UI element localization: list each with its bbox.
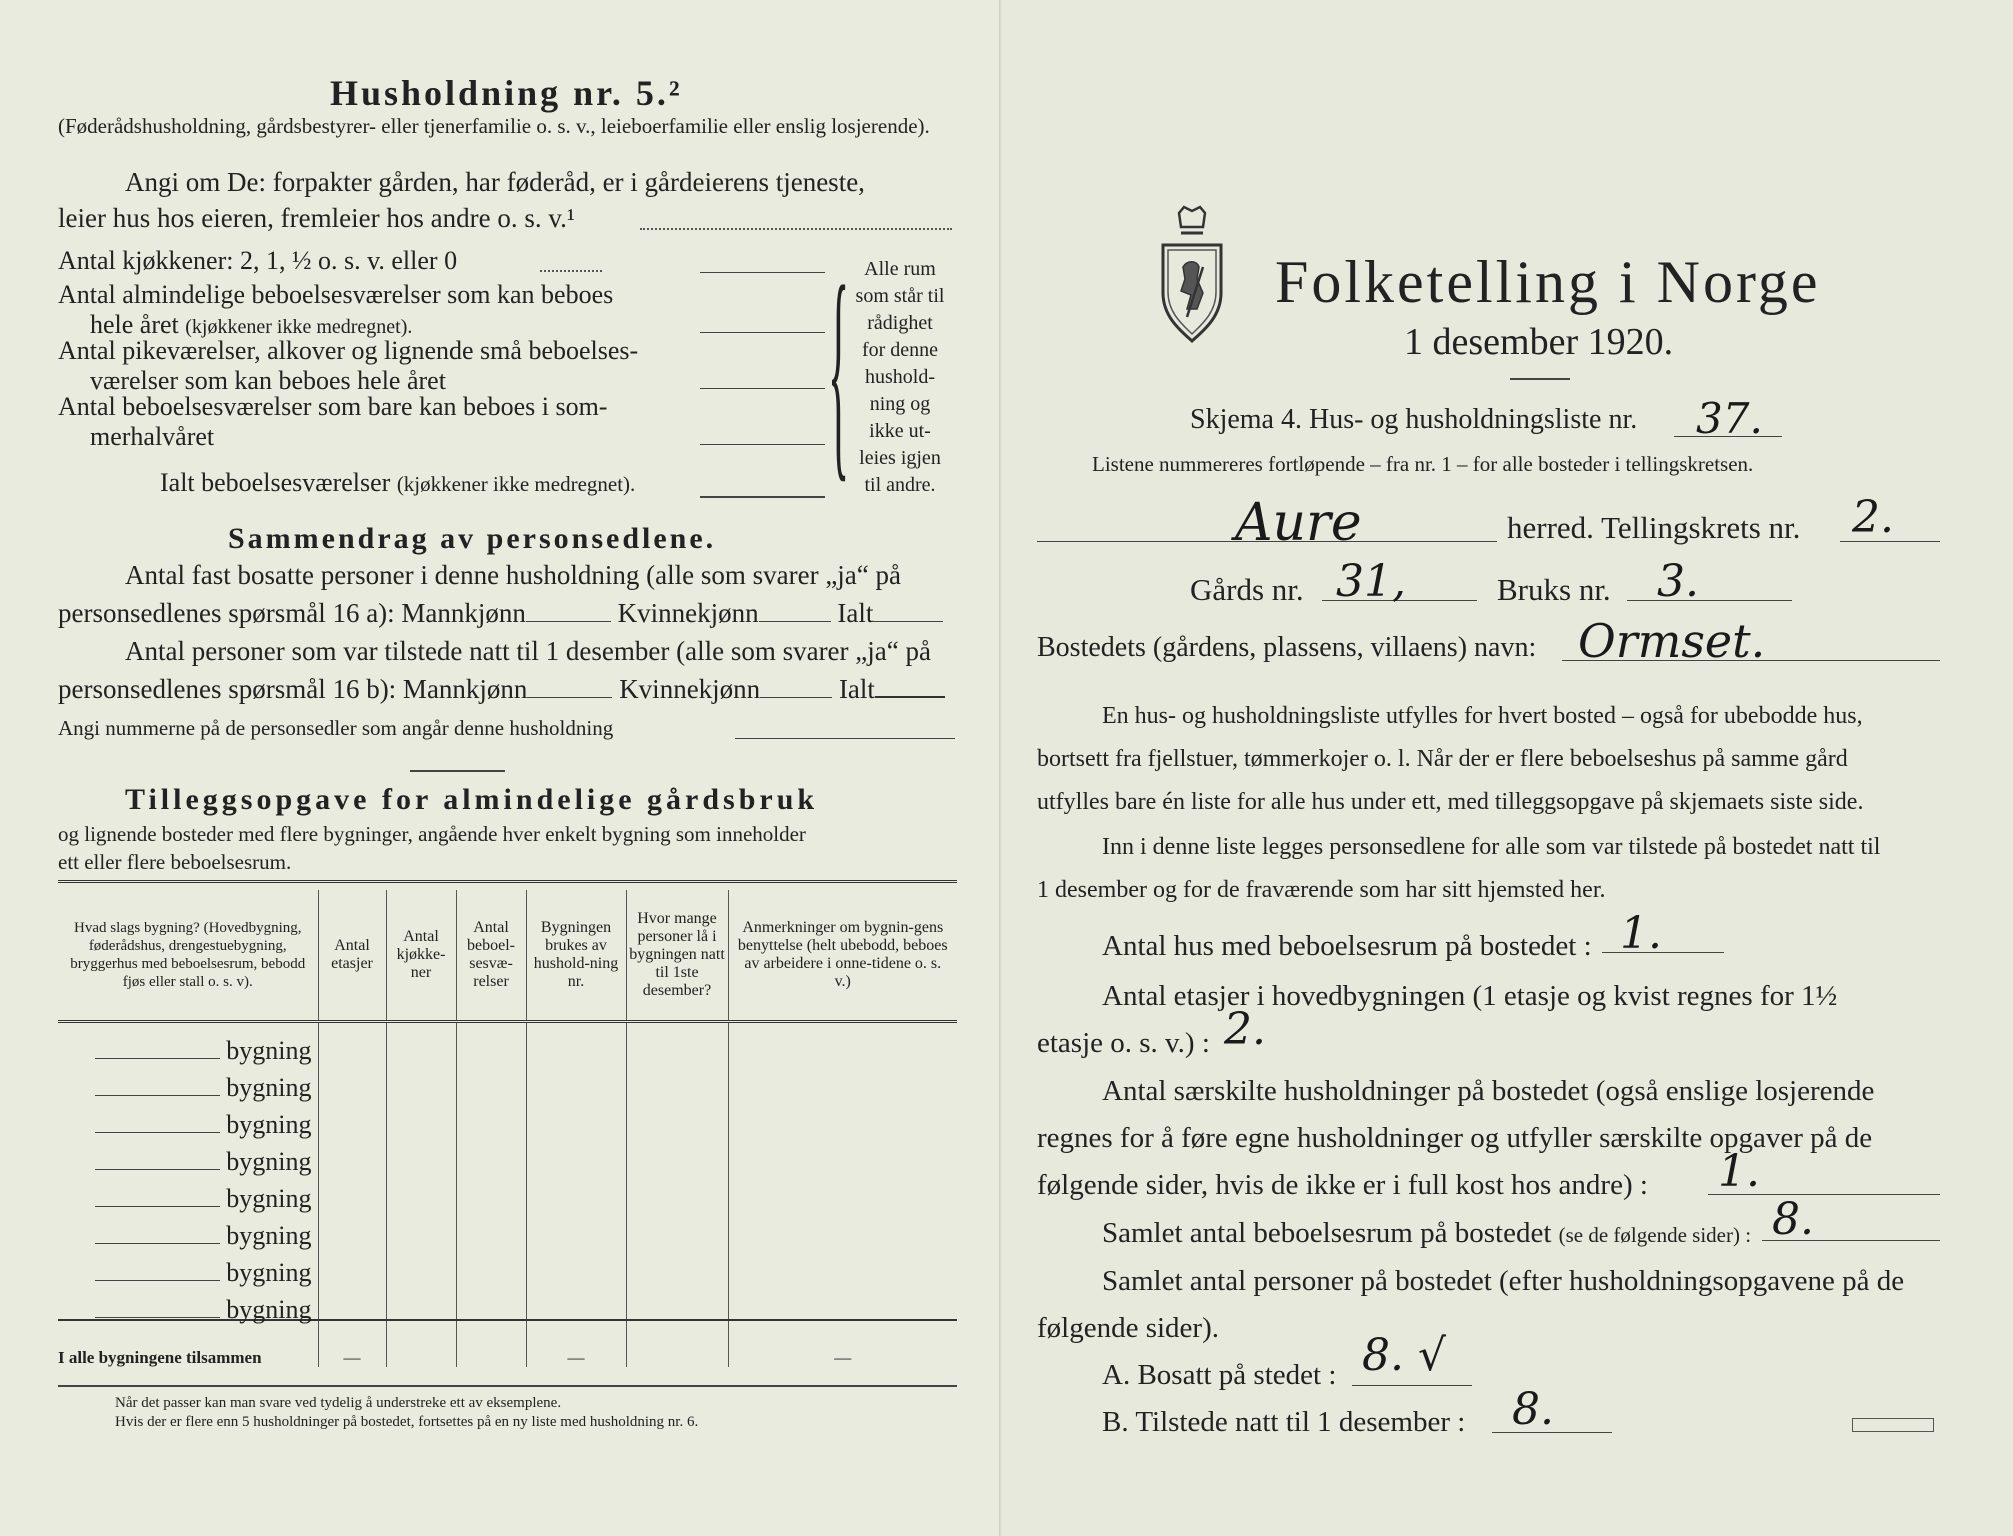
herred-value: Aure (1235, 493, 1362, 553)
left-page (0, 0, 1002, 1536)
etasjer-line-2: etasje o. s. v.) : (1037, 1027, 1210, 1059)
skjema-number: 37. (1696, 394, 1763, 443)
col-header-beboelsesvaerelser: Antal beboel-sesvæ-relser (456, 890, 526, 1022)
footnote-2: Hvis der er flere enn 5 husholdninger på bostedet, fortsettes på en ny liste med husholdning nr. 6. (115, 1414, 699, 1430)
row-label: bygning (226, 1221, 312, 1250)
brace-note-line: ning og (869, 393, 931, 415)
tilstede-kvinne-label: Kvinnekjønn (619, 674, 761, 704)
sommer-answer-line (700, 444, 825, 445)
form-date: 1 desember 1920. (1404, 321, 1674, 363)
samlet-rum-label (1102, 1217, 1751, 1250)
col-header-etasjer: Antal etasjer (318, 890, 386, 1022)
col-header-anmerkninger: Anmerkninger om bygnin-gens benyttelse (helt ubebodd, beboes av arbeidere i onne-tidene o. s. v.) (728, 890, 957, 1022)
para2-line-2: 1 desember og for de fraværende som har sitt hjemsted her. (1037, 877, 1606, 903)
kjokkener-label: Antal kjøkkener: 2, 1, ½ o. s. v. eller 0 (58, 246, 458, 275)
tilstede-line-1: Antal personer som var tilstede natt til 1 desember (alle som svarer „ja“ på (125, 636, 931, 666)
fast-ialt-label: Ialt (837, 598, 874, 628)
tillegg-line-2: ett eller flere beboelsesrum. (58, 850, 292, 874)
brace-note-line: som står til (855, 285, 945, 307)
brace-note (845, 256, 955, 499)
kjokkener-dots (540, 270, 602, 272)
angi-nummerne: Angi nummerne på de personsedler som angår denne husholdning (58, 716, 614, 740)
bosatt-label: A. Bosatt på stedet : (1102, 1359, 1337, 1391)
title-divider (1510, 378, 1570, 380)
fast-line-2 (58, 598, 943, 629)
brace-note-line: leies igjen (859, 447, 941, 469)
household-title: Husholdning nr. 5.² (330, 73, 683, 113)
tilstede-line-2-text: personsedlenes spørsmål 16 b): Mannkjønn (58, 674, 528, 704)
brace-note-line: rådighet (867, 312, 933, 334)
hus-label: Antal hus med beboelsesrum på bostedet : (1102, 930, 1592, 962)
table-bottom-rule (58, 1385, 957, 1387)
col-header-bygning: Hvad slags bygning? (Hovedbygning, føderådshus, drengestuebygning, bryggerhus med beboelsesrum, bebodd fjøs eller stall o. s. v). (58, 890, 318, 1022)
kjokkener-answer-line (700, 272, 825, 273)
total-etasjer: — (318, 1320, 386, 1367)
tillegg-title: Tilleggsopgave for almindelige gårdsbruk (125, 783, 819, 816)
table-row (58, 1060, 957, 1097)
samlet-rum-text: Samlet antal beboelsesrum på bostedet (1102, 1217, 1552, 1249)
etasjer-value: 2. (1224, 1004, 1266, 1055)
bruks-line (1627, 600, 1792, 601)
col-header-personer: Hvor mange personer lå i bygningen natt til 1ste desember? (626, 890, 728, 1022)
curly-brace: { (828, 238, 850, 504)
ialt-label (160, 468, 635, 498)
pike-answer-line (700, 388, 825, 389)
para1-line-3: utfylles bare én liste for alle hus under ett, med tilleggsopgave på skjemaets siste side. (1037, 789, 1864, 815)
pike-line-2: værelser som kan beboes hele året (90, 366, 446, 395)
row-label: bygning (226, 1258, 312, 1287)
table-row (58, 1282, 957, 1320)
table-total-row (58, 1320, 957, 1367)
hus-value: 1. (1620, 908, 1662, 959)
building-table (58, 890, 957, 1367)
fast-line-2-text: personsedlenes spørsmål 16 a): Mannkjønn (58, 598, 526, 628)
col-header-kjokkener: Antal kjøkke-ner (386, 890, 456, 1022)
bosted-value: Ormset. (1578, 614, 1766, 668)
table-row (58, 1171, 957, 1208)
angi-dotted-line (640, 228, 952, 230)
table-row (58, 1208, 957, 1245)
saer-value: 1. (1718, 1146, 1760, 1197)
household-subtitle: (Føderådshusholdning, gårdsbestyrer- eller tjenerfamilie o. s. v., leieboerfamilie eller enslig losjerende). (58, 114, 930, 138)
table-row (58, 1022, 957, 1061)
skjema-label: Skjema 4. Hus- og husholdningsliste nr. (1190, 404, 1638, 435)
col-header-husholdning-nr: Bygningen brukes av hushold-ning nr. (526, 890, 626, 1022)
row-label: bygning (226, 1147, 312, 1176)
alm-line-1: Antal almindelige beboelsesværelser som kan beboes (58, 280, 614, 309)
angi-nummerne-line (735, 738, 955, 739)
row-label: bygning (226, 1295, 312, 1324)
row-label: bygning (226, 1036, 312, 1065)
alm-line-2-text: hele året (90, 310, 179, 339)
sammendrag-title: Sammendrag av personsedlene. (228, 522, 717, 555)
samlet-personer-line-1: Samlet antal personer på bostedet (efter husholdningsopgavene på de (1102, 1265, 1905, 1297)
tillegg-line-1: og lignende bosteder med flere bygninger, angående hver enkelt bygning som inneholder (58, 822, 806, 846)
brace-note-line: hushold- (865, 366, 935, 388)
row-label: bygning (226, 1184, 312, 1213)
alm-answer-line (700, 332, 825, 333)
table-top-rule (58, 880, 957, 883)
bruks-label: Bruks nr. (1497, 572, 1611, 607)
footnote-1: Når det passer kan man svare ved tydelig å understreke ett av eksemplene. (115, 1395, 562, 1411)
right-page (1002, 0, 2013, 1536)
saer-line-1: Antal særskilte husholdninger på bostedet (også enslige losjerende (1102, 1075, 1875, 1107)
samlet-rum-note: (se de følgende sider) : (1558, 1223, 1752, 1247)
bosted-label: Bostedets (gårdens, plassens, villaens) navn: (1037, 632, 1537, 663)
para1-line-1: En hus- og husholdningsliste utfylles for hvert bosted – også for ubebodde hus, (1102, 703, 1863, 729)
angi-line-1: Angi om De: forpakter gården, har føderåd, er i gårdeierens tjeneste, (125, 167, 865, 197)
gards-value: 31, (1336, 556, 1406, 607)
alm-line-2-note: (kjøkkener ikke medregnet). (185, 316, 413, 338)
angi-line-2: leier hus hos eieren, fremleier hos andre o. s. v.¹ (58, 203, 575, 233)
tilstede-ialt-label: Ialt (838, 674, 875, 704)
bosatt-value: 8. √ (1362, 1330, 1447, 1381)
brace-note-line: for denne (861, 339, 939, 361)
brace-note-line: ikke ut- (869, 420, 931, 442)
tilstede-value: 8. (1512, 1384, 1554, 1435)
printer-stamp (1852, 1418, 1934, 1432)
para2-line-1: Inn i denne liste legges personsedlene for alle som var tilstede på bostedet natt til (1102, 834, 1881, 860)
herred-label: herred. Tellingskrets nr. (1507, 510, 1801, 545)
pike-line-1: Antal pikeværelser, alkover og lignende små beboelses- (58, 336, 639, 365)
ialt-answer-line (700, 496, 825, 498)
gards-label: Gårds nr. (1190, 572, 1304, 607)
table-row (58, 1245, 957, 1282)
samlet-personer-line-2: følgende sider). (1037, 1312, 1219, 1344)
total-label: I alle bygningene tilsammen (58, 1320, 318, 1367)
sommer-line-1: Antal beboelsesværelser som bare kan beboes i som- (58, 392, 608, 421)
fast-kvinne-label: Kvinnekjønn (617, 598, 759, 628)
samlet-rum-value: 8. (1772, 1194, 1814, 1245)
saer-line-2: regnes for å føre egne husholdninger og utfyller særskilte opgaver på de (1037, 1122, 1873, 1154)
para1-line-2: bortsett fra fjellstuer, tømmerkojer o. l. Når der er flere beboelseshus på samme gård (1037, 746, 1848, 772)
krets-value: 2. (1852, 492, 1894, 543)
brace-note-line: Alle rum (864, 258, 936, 280)
etasjer-line-1: Antal etasjer i hovedbygningen (1 etasje og kvist regnes for 1½ (1102, 980, 1838, 1012)
ialt-note: (kjøkkener ikke medregnet). (396, 472, 636, 496)
table-row (58, 1097, 957, 1134)
bosatt-line (1352, 1385, 1472, 1386)
norwegian-coat-of-arms-icon (1157, 205, 1227, 347)
row-label: bygning (226, 1110, 312, 1139)
table-header-row (58, 890, 957, 1022)
bruks-value: 3. (1657, 556, 1699, 607)
sommer-line-2: merhalvåret (90, 422, 215, 451)
total-husholdning: — (526, 1320, 626, 1367)
fast-line-1: Antal fast bosatte personer i denne husholdning (alle som svarer „ja“ på (125, 560, 901, 590)
tilstede-label: B. Tilstede natt til 1 desember : (1102, 1406, 1466, 1438)
row-label: bygning (226, 1073, 312, 1102)
listene-note: Listene nummereres fortløpende – fra nr. 1 – for alle bosteder i tellingskretsen. (1092, 452, 1754, 476)
form-title: Folketelling i Norge (1275, 249, 1821, 315)
saer-line-3: følgende sider, hvis de ikke er i full kost hos andre) : (1037, 1169, 1648, 1201)
total-anmerkninger: — (728, 1320, 957, 1367)
table-row (58, 1134, 957, 1171)
tilstede-line-2 (58, 674, 945, 705)
section-divider (410, 770, 505, 772)
ialt-text: Ialt beboelsesværelser (160, 468, 391, 497)
brace-note-line: til andre. (864, 474, 936, 496)
